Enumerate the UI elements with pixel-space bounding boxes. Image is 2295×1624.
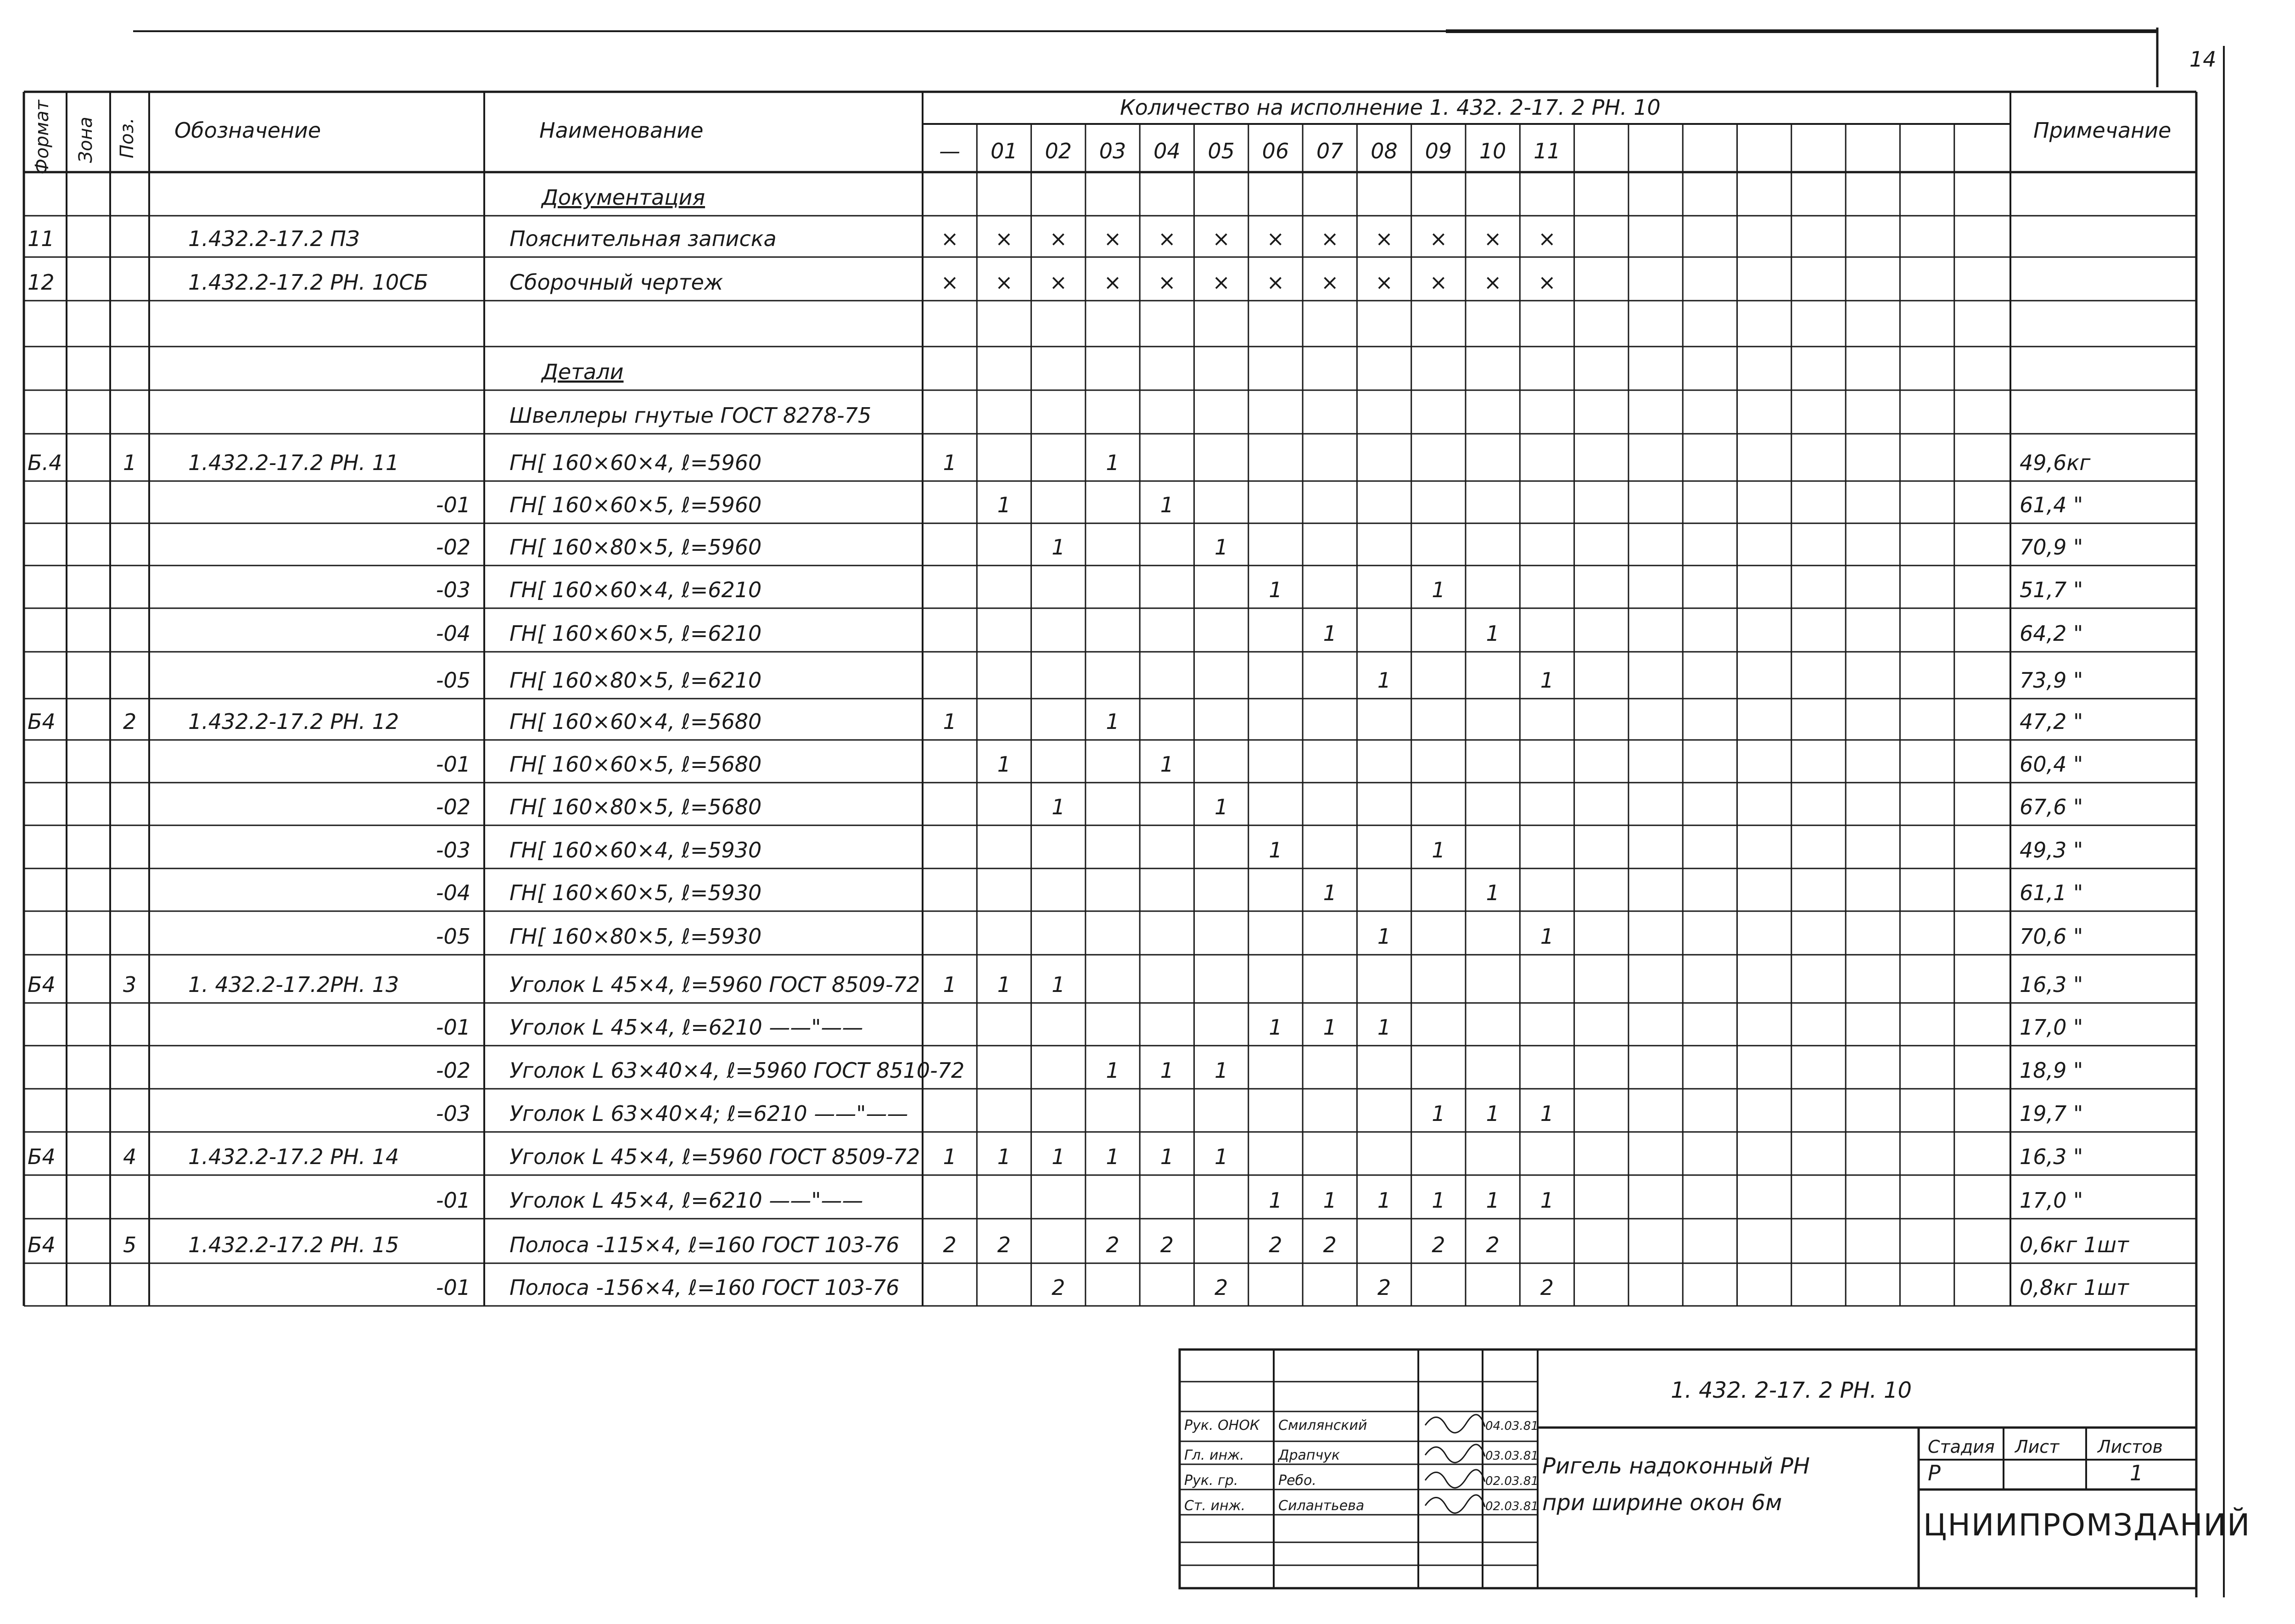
row-qty: 1 [1486,621,1500,646]
signature-row [1184,1495,1539,1514]
row-qty: 2 [1052,1275,1065,1300]
row-qty: 2 [1377,1275,1391,1300]
row-qty: 1 [1432,1101,1445,1126]
row-position: 5 [123,1232,137,1257]
row-note: 49,6кг [2020,450,2091,475]
row-qty: × [1266,226,1285,251]
row-name: Уголок L 45×4, ℓ=6210 ——"—— [509,1188,863,1213]
row-format: Б4 [28,972,56,997]
row-format: Б4 [28,1232,56,1257]
row-designation: -03 [436,577,470,602]
row-name: ГН[ 160×80×5, ℓ=5960 [509,535,762,560]
title-line-2: при ширине окон 6м [1542,1490,1782,1516]
row-qty: 2 [1215,1275,1228,1300]
row-name: Полоса -156×4, ℓ=160 ГОСТ 103-76 [509,1275,900,1300]
row-format: 12 [28,270,55,295]
signature-role: Рук. гр. [1184,1473,1238,1489]
row-qty: 1 [1323,621,1337,646]
row-name: ГН[ 160×60×4, ℓ=5680 [509,709,762,734]
row-qty: × [1429,270,1448,295]
row-designation: -01 [436,1188,470,1213]
row-qty: 1 [1269,838,1282,862]
variant-header: 07 [1316,139,1343,163]
row-qty: × [1049,226,1068,251]
row-note: 0,8кг 1шт [2020,1275,2129,1300]
table-row [436,880,2083,905]
row-qty: 1 [1269,577,1282,602]
row-format: Б4 [28,1144,56,1169]
row-qty: × [1212,270,1230,295]
row-qty: 2 [1540,1275,1554,1300]
row-name: Швеллеры гнутые ГОСТ 8278-75 [509,403,872,428]
variant-header: 11 [1534,139,1561,163]
table-row [436,1058,2083,1083]
row-note: 70,6 " [2020,924,2083,949]
stage-label: Стадия [1928,1437,1995,1457]
table-row [28,270,1556,295]
row-qty: 1 [1106,709,1120,734]
row-qty: × [1429,226,1448,251]
row-qty: 2 [1323,1232,1337,1257]
row-qty: 1 [1052,1144,1065,1169]
row-qty: 1 [1215,535,1228,560]
row-position: 4 [123,1144,137,1169]
table-row [509,403,871,428]
row-qty: 1 [1052,972,1065,997]
row-name: Уголок L 63×40×4; ℓ=6210 ——"—— [509,1101,908,1126]
header-note: Примечание [2033,118,2172,143]
stage-value: Р [1928,1461,1941,1485]
row-qty: 1 [1269,1015,1282,1040]
row-name: ГН[ 160×80×5, ℓ=6210 [509,668,762,693]
row-qty: 1 [1052,795,1065,819]
handwritten-signature [1425,1470,1485,1488]
variant-headers [939,139,1561,163]
row-designation: -04 [436,621,470,646]
row-qty: 1 [1377,668,1391,693]
table-row [436,1275,2129,1300]
table-row [436,752,2083,777]
variant-header: 02 [1045,139,1072,163]
variant-header: 09 [1425,139,1452,163]
header-zone: Зона [75,117,96,163]
row-note: 64,2 " [2020,621,2083,646]
row-designation: 1.432.2-17.2 РН. 11 [188,450,399,475]
row-designation: -01 [436,1015,470,1040]
row-qty: 1 [1377,1188,1391,1213]
row-qty: 1 [1106,1144,1120,1169]
row-name: ГН[ 160×60×4, ℓ=5930 [509,838,762,862]
row-format: Б4 [28,709,56,734]
row-qty: 1 [1160,1058,1174,1083]
row-designation: -01 [436,493,470,517]
row-qty: 1 [943,450,957,475]
table-row [28,972,2083,997]
row-name: Уголок L 45×4, ℓ=5960 ГОСТ 8509-72 [509,972,920,997]
row-designation: -04 [436,880,470,905]
row-qty: 1 [997,972,1011,997]
row-qty: 2 [1269,1232,1282,1257]
row-qty: 1 [1323,1188,1337,1213]
row-qty: × [1103,226,1122,251]
table-row [28,1232,2129,1257]
row-qty: 1 [997,493,1011,517]
row-qty: × [1483,270,1502,295]
row-name: Сборочный чертеж [509,270,723,295]
handwritten-signature [1425,1445,1485,1463]
header-name: Наименование [539,118,704,143]
row-qty: 1 [1160,493,1174,517]
row-name: ГН[ 160×60×5, ℓ=5930 [509,880,762,905]
row-qty: × [1321,270,1339,295]
spec-rows [28,185,2129,1300]
row-designation: 1. 432.2-17.2РН. 13 [188,972,399,997]
row-designation: -05 [436,668,470,693]
table-row [436,577,2083,602]
variant-header: 03 [1099,139,1126,163]
row-qty: 1 [1323,1015,1337,1040]
row-name: Уголок L 63×40×4, ℓ=5960 ГОСТ 8510-72 [509,1058,965,1083]
row-qty: × [995,270,1013,295]
variant-header: 08 [1371,139,1398,163]
row-name: Пояснительная записка [509,226,777,251]
row-designation: 1.432.2-17.2 РН. 12 [188,709,399,734]
row-qty: 1 [1215,795,1228,819]
row-qty: × [995,226,1013,251]
row-qty: 2 [1432,1232,1445,1257]
row-qty: 1 [1432,1188,1445,1213]
row-qty: × [1538,226,1556,251]
row-qty: 1 [1106,1058,1120,1083]
row-qty: × [1538,270,1556,295]
row-designation: 1.432.2-17.2 РН. 14 [188,1144,399,1169]
row-name: ГН[ 160×60×5, ℓ=6210 [509,621,762,646]
row-qty: 1 [1486,1101,1500,1126]
table-row [436,924,2083,949]
variant-header: — [939,139,961,163]
row-note: 17,0 " [2020,1188,2083,1213]
table-row [541,359,624,384]
row-note: 70,9 " [2020,535,2083,560]
signature-date: 02.03.81 [1485,1474,1539,1488]
table-row [436,535,2083,560]
table-row [28,709,2083,734]
table-row [436,1101,2083,1126]
signature-role: Гл. инж. [1184,1447,1244,1463]
row-position: 3 [123,972,137,997]
organization-name: ЦНИИПРОМЗДАНИЙ [1923,1507,2251,1543]
row-designation: -03 [436,838,470,862]
row-qty: 1 [943,1144,957,1169]
row-qty: 1 [1486,1188,1500,1213]
title-line-1: Ригель надоконный РН [1542,1453,1810,1479]
row-designation: -02 [436,535,470,560]
row-note: 16,3 " [2020,972,2083,997]
row-designation: -02 [436,1058,470,1083]
table-row [28,450,2091,475]
row-note: 51,7 " [2020,577,2083,602]
row-qty: 1 [1377,1015,1391,1040]
sheets-label: Листов [2098,1437,2163,1457]
row-qty: × [1103,270,1122,295]
row-note: 47,2 " [2020,709,2083,734]
row-note: 67,6 " [2020,795,2083,819]
row-qty: 1 [1215,1144,1228,1169]
variant-header: 04 [1153,139,1181,163]
row-name: Уголок L 45×4, ℓ=6210 ——"—— [509,1015,863,1040]
row-qty: × [1212,226,1230,251]
row-name: ГН[ 160×60×5, ℓ=5680 [509,752,762,777]
row-position: 2 [123,709,137,734]
table-row [436,1015,2083,1040]
signature-row [1184,1470,1539,1489]
row-designation: -01 [436,1275,470,1300]
signature-row [1184,1445,1539,1463]
signature-name: Смилянский [1278,1417,1367,1434]
row-designation: -02 [436,795,470,819]
row-qty: × [1266,270,1285,295]
table-row [28,226,1556,251]
handwritten-signature [1425,1415,1485,1433]
row-note: 16,3 " [2020,1144,2083,1169]
row-name: ГН[ 160×60×4, ℓ=5960 [509,450,762,475]
row-format: 11 [28,226,55,251]
row-qty: × [1049,270,1068,295]
row-qty: 1 [1540,924,1554,949]
row-qty: 1 [1432,838,1445,862]
variant-header: 10 [1479,139,1506,163]
row-name: ГН[ 160×60×5, ℓ=5960 [509,493,762,517]
row-qty: 1 [1215,1058,1228,1083]
row-note: 60,4 " [2020,752,2083,777]
table-row [28,1144,2083,1169]
row-qty: 2 [943,1232,957,1257]
document-code: 1. 432. 2-17. 2 РН. 10 [1671,1378,1912,1403]
row-qty: 1 [1377,924,1391,949]
row-name: ГН[ 160×60×4, ℓ=6210 [509,577,762,602]
header-format: Формат [32,100,53,174]
row-qty: 1 [943,709,957,734]
row-qty: 1 [1160,1144,1174,1169]
row-name: ГН[ 160×80×5, ℓ=5680 [509,795,762,819]
row-designation: 1.432.2-17.2 РН. 15 [188,1232,399,1257]
row-position: 1 [123,450,137,475]
table-row [436,1188,2083,1213]
row-note: 18,9 " [2020,1058,2083,1083]
row-qty: 1 [1486,880,1500,905]
variant-header: 01 [991,139,1018,163]
row-qty: 1 [1269,1188,1282,1213]
row-qty: × [1483,226,1502,251]
row-note: 19,7 " [2020,1101,2083,1126]
row-qty: 1 [997,752,1011,777]
table-row [541,185,705,210]
row-qty: 1 [1323,880,1337,905]
row-name: ГН[ 160×80×5, ℓ=5930 [509,924,762,949]
row-designation: -05 [436,924,470,949]
variant-header: 06 [1262,139,1289,163]
row-qty: 2 [997,1232,1011,1257]
row-designation: -01 [436,752,470,777]
row-qty: 1 [1540,1101,1554,1126]
table-row [436,493,2083,517]
sheet-label: Лист [2015,1437,2060,1457]
section-heading: Детали [542,359,624,384]
header-pos: Поз. [117,118,138,158]
variant-header: 05 [1208,139,1235,163]
row-qty: × [1158,270,1176,295]
row-designation: 1.432.2-17.2 ПЗ [188,226,360,251]
row-qty: 1 [1052,535,1065,560]
signature-date: 04.03.81 [1485,1419,1539,1433]
row-qty: 1 [1540,668,1554,693]
header-quantity: Количество на исполнение 1. 432. 2-17. 2 РН. 10 [1120,95,1661,120]
table-row [436,621,2083,646]
row-qty: × [940,270,959,295]
section-heading: Документация [542,185,705,210]
row-qty: 1 [997,1144,1011,1169]
row-note: 61,4 " [2020,493,2083,517]
row-note: 73,9 " [2020,668,2083,693]
row-qty: 1 [1432,577,1445,602]
spec-table-grid [24,92,2196,1597]
row-qty: × [1375,226,1393,251]
row-note: 61,1 " [2020,880,2083,905]
row-format: Б.4 [28,450,62,475]
row-designation: 1.432.2-17.2 РН. 10СБ [188,270,429,295]
row-qty: × [1321,226,1339,251]
table-row [436,838,2083,862]
row-qty: × [940,226,959,251]
header-designation: Обозначение [174,118,321,143]
row-qty: 1 [1160,752,1174,777]
row-name: Уголок L 45×4, ℓ=5960 ГОСТ 8509-72 [509,1144,920,1169]
row-note: 17,0 " [2020,1015,2083,1040]
row-qty: 2 [1486,1232,1500,1257]
row-name: Полоса -115×4, ℓ=160 ГОСТ 103-76 [509,1232,900,1257]
signature-name: Драпчук [1278,1447,1340,1463]
signature-name: Силантьева [1278,1498,1365,1514]
signature-date: 02.03.81 [1485,1500,1539,1513]
row-note: 0,6кг 1шт [2020,1232,2129,1257]
signature-row [1184,1415,1539,1434]
row-note: 49,3 " [2020,838,2083,862]
row-qty: × [1375,270,1393,295]
row-qty: 1 [1106,450,1120,475]
signature-name: Ребо. [1278,1473,1316,1489]
row-qty: 2 [1106,1232,1120,1257]
signature-date: 03.03.81 [1485,1449,1539,1463]
sheets-value: 1 [2130,1461,2144,1485]
handwritten-signature [1425,1495,1485,1513]
signature-role: Ст. инж. [1184,1498,1246,1514]
table-row [436,668,2083,693]
page-number: 14 [2189,47,2217,72]
row-qty: 1 [943,972,957,997]
row-qty: × [1158,226,1176,251]
signature-role: Рук. ОНОК [1184,1417,1260,1434]
row-designation: -03 [436,1101,470,1126]
row-qty: 1 [1540,1188,1554,1213]
table-row [436,795,2083,819]
row-qty: 2 [1160,1232,1174,1257]
